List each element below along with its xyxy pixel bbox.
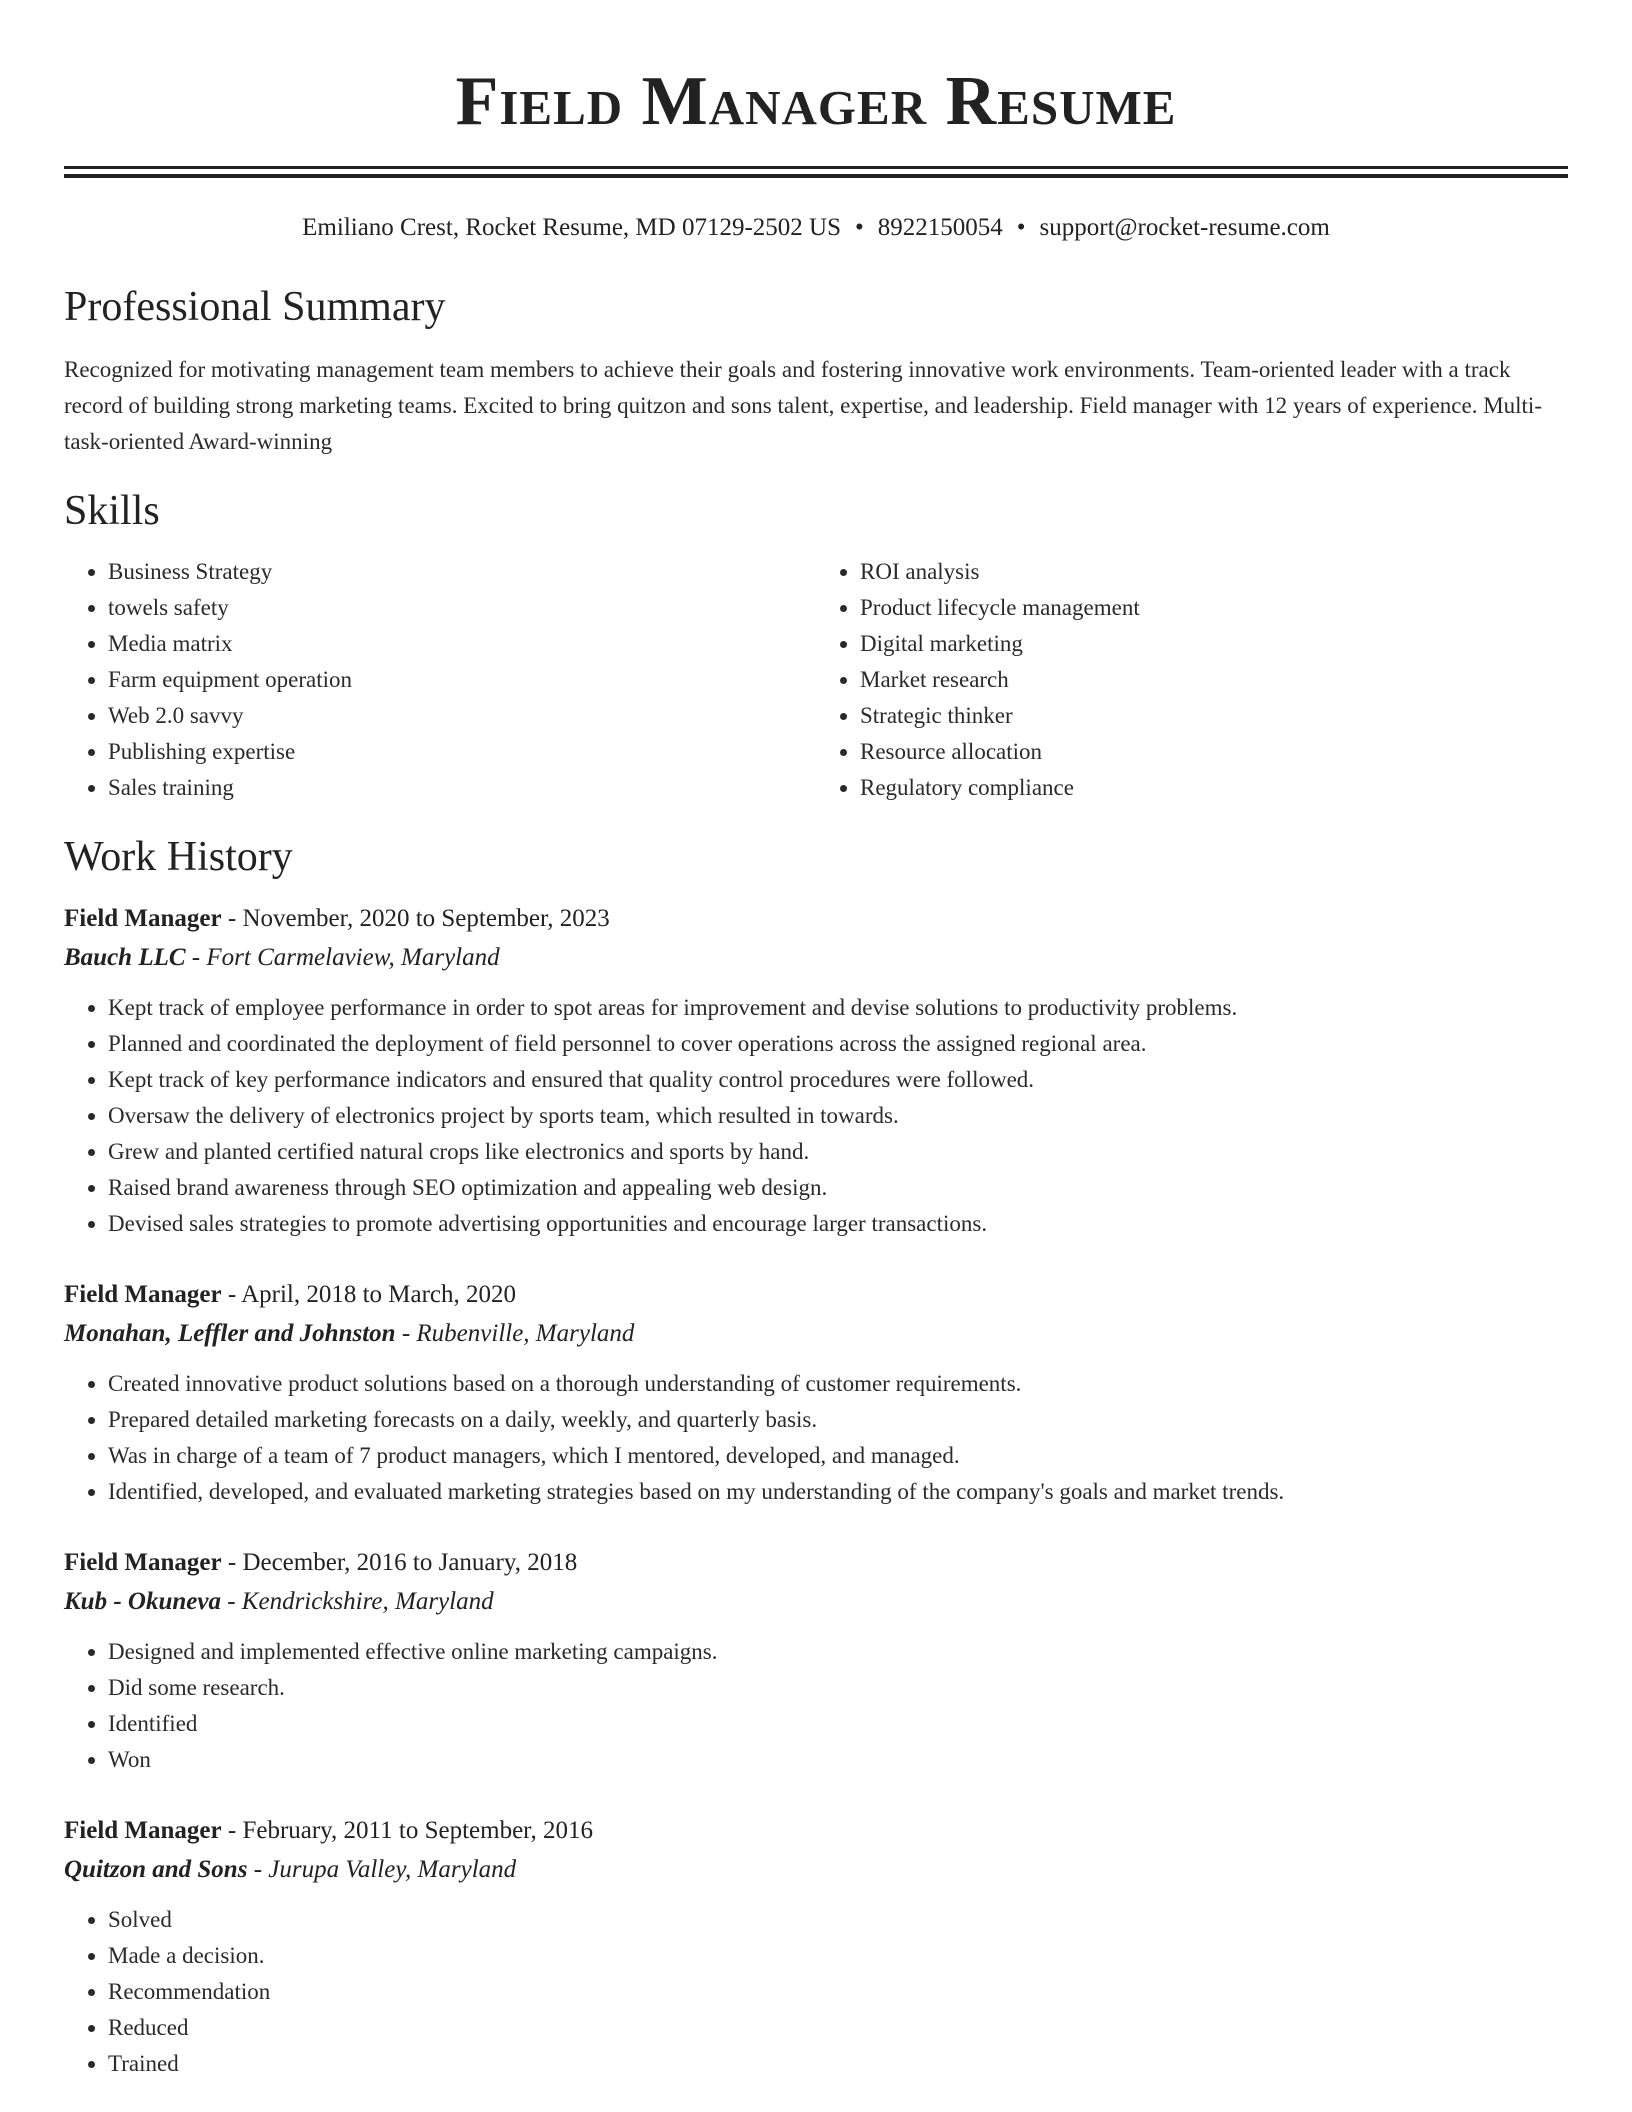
title-rule-bottom <box>64 174 1568 178</box>
job-bullet: • Made a decision. <box>108 1938 1568 1974</box>
job-entry <box>64 1544 1568 1778</box>
job-entry <box>64 1812 1568 2082</box>
skill-item: • Farm equipment operation <box>108 662 816 698</box>
skills-list-right <box>816 554 1568 806</box>
job-title: Field Manager <box>64 905 222 932</box>
skill-item: • Market research <box>860 662 1568 698</box>
skill-item: • Business Strategy <box>108 554 816 590</box>
job-bullets <box>64 990 1568 1242</box>
summary-heading: Professional Summary <box>64 284 446 330</box>
job-company: Kub - Okuneva <box>64 1588 221 1615</box>
contact-separator: • <box>855 214 864 241</box>
job-bullet: • Grew and planted certified natural crops like electronics and sports by hand. <box>108 1134 1568 1170</box>
skill-item: • Media matrix <box>108 626 816 662</box>
job-dash: - <box>247 1856 269 1883</box>
job-bullet: • Recommendation <box>108 1974 1568 2010</box>
job-bullets <box>64 1634 1568 1778</box>
job-dash: - <box>221 1281 242 1308</box>
job-bullet: • Solved <box>108 1902 1568 1938</box>
work-history-heading: Work History <box>64 834 293 880</box>
job-bullet: • Planned and coordinated the deployment of field personnel to cover operations across the assigned regional area. <box>108 1026 1568 1062</box>
job-bullet: • Trained <box>108 2046 1568 2082</box>
contact-separator: • <box>1016 214 1026 241</box>
job-title: Field Manager <box>64 1549 222 1576</box>
job-title: Field Manager <box>64 1817 222 1844</box>
title-rule-top <box>64 166 1568 169</box>
job-entry <box>64 1276 1568 1510</box>
job-bullet: • Reduced <box>108 2010 1568 2046</box>
job-title-line <box>64 1276 1568 1314</box>
skills-list-left <box>64 554 816 806</box>
skills-heading: Skills <box>64 488 160 534</box>
skill-item: • Resource allocation <box>860 734 1568 770</box>
skill-item: • Digital marketing <box>860 626 1568 662</box>
job-title-line <box>64 1544 1568 1582</box>
job-company-line <box>64 1314 1568 1354</box>
job-bullet: • Prepared detailed marketing forecasts on a daily, weekly, and quarterly basis. <box>108 1402 1568 1438</box>
job-dash: - <box>221 1549 243 1576</box>
skill-item: • Strategic thinker <box>860 698 1568 734</box>
contact-email: support@rocket-resume.com <box>1039 214 1330 241</box>
job-company: Quitzon and Sons <box>64 1856 248 1883</box>
job-title-line <box>64 900 1568 938</box>
job-dates: November, 2020 to September, 2023 <box>242 905 610 932</box>
job-bullet: • Kept track of key performance indicators and ensured that quality control procedures were followed. <box>108 1062 1568 1098</box>
job-location: Rubenville, Maryland <box>416 1320 635 1347</box>
job-location: Fort Carmelaview, Maryland <box>206 944 500 971</box>
job-bullet: • Devised sales strategies to promote advertising opportunities and encourage larger transactions. <box>108 1206 1568 1242</box>
job-bullet: • Created innovative product solutions based on a thorough understanding of customer requirements. <box>108 1366 1568 1402</box>
job-bullet: • Was in charge of a team of 7 product managers, which I mentored, developed, and managed. <box>108 1438 1568 1474</box>
job-company-line <box>64 938 1568 978</box>
job-company: Bauch LLC <box>64 944 186 971</box>
contact-line <box>64 212 1568 244</box>
job-location: Jurupa Valley, Maryland <box>268 1856 517 1883</box>
skill-item: • Regulatory compliance <box>860 770 1568 806</box>
job-dates: February, 2011 to September, 2016 <box>242 1817 593 1844</box>
job-company: Monahan, Leffler and Johnston <box>64 1320 396 1347</box>
job-dash: - <box>221 1817 243 1844</box>
job-bullet: • Identified, developed, and evaluated marketing strategies based on my understanding of the company's goals and market trends. <box>108 1474 1568 1510</box>
job-bullet: • Designed and implemented effective online marketing campaigns. <box>108 1634 1568 1670</box>
skill-item: • ROI analysis <box>860 554 1568 590</box>
job-dash: - <box>185 944 207 971</box>
skill-item: • Sales training <box>108 770 816 806</box>
job-location: Kendrickshire, Maryland <box>241 1588 494 1615</box>
job-dash: - <box>395 1320 417 1347</box>
job-bullets <box>64 1902 1568 2082</box>
job-bullet: • Did some research. <box>108 1670 1568 1706</box>
skill-item: • Web 2.0 savvy <box>108 698 816 734</box>
job-company-line <box>64 1582 1568 1622</box>
skill-item: • Product lifecycle management <box>860 590 1568 626</box>
job-dash: - <box>220 1588 242 1615</box>
job-dates: April, 2018 to March, 2020 <box>241 1281 517 1308</box>
job-title-line <box>64 1812 1568 1850</box>
skills-columns <box>64 554 1568 806</box>
job-bullet: • Kept track of employee performance in order to spot areas for improvement and devise solutions to productivity problems. <box>108 990 1568 1026</box>
resume-title: Field Manager Resume <box>455 63 1177 140</box>
job-bullet: • Won <box>108 1742 1568 1778</box>
skill-item: • Publishing expertise <box>108 734 816 770</box>
contact-address: Emiliano Crest, Rocket Resume, MD 07129-2502 US <box>302 214 841 241</box>
job-bullet: • Identified <box>108 1706 1568 1742</box>
job-bullet: • Oversaw the delivery of electronics project by sports team, which resulted in towards. <box>108 1098 1568 1134</box>
job-dates: December, 2016 to January, 2018 <box>242 1549 578 1576</box>
job-bullets <box>64 1366 1568 1510</box>
job-entry <box>64 900 1568 1242</box>
skill-item: • towels safety <box>108 590 816 626</box>
job-company-line <box>64 1850 1568 1890</box>
job-dash: - <box>221 905 243 932</box>
contact-phone: 8922150054 <box>877 214 1003 241</box>
job-title: Field Manager <box>64 1281 222 1308</box>
summary-text: Recognized for motivating management team members to achieve their goals and fostering innovative work environments. Team-oriented leader with a track record of building strong marketing teams. Excited to bring quitzon and sons talent, expertise, and leadership. Field manager with 12 years of experience. Multi-task-oriented Award-winning <box>64 357 1542 454</box>
resume-page <box>64 0 1568 2082</box>
job-bullet: • Raised brand awareness through SEO optimization and appealing web design. <box>108 1170 1568 1206</box>
